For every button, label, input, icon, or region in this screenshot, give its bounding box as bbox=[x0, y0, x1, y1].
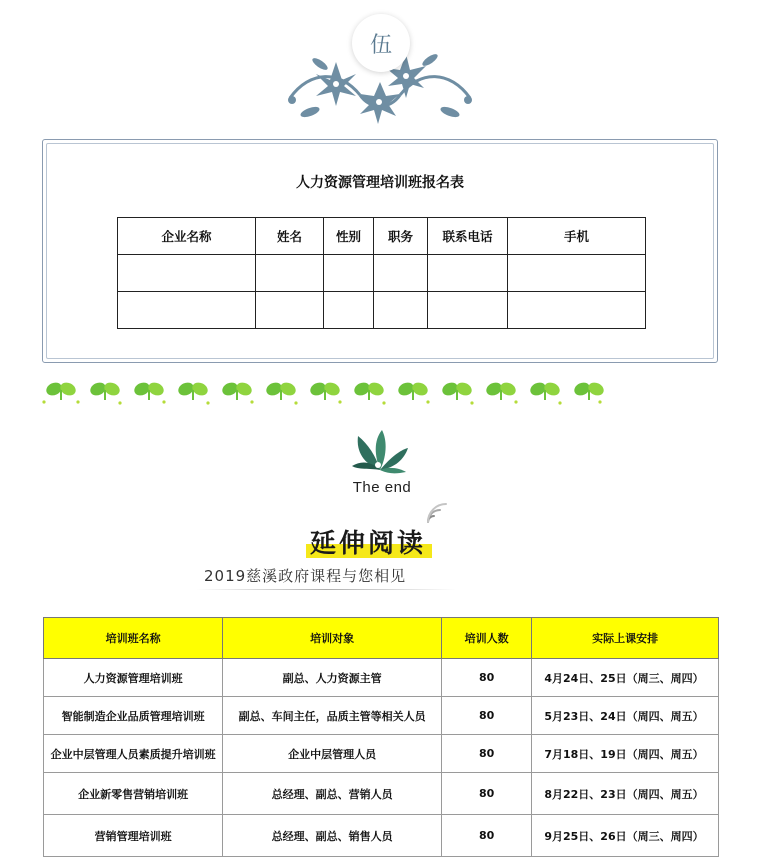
form-cell[interactable] bbox=[428, 255, 508, 292]
form-col-position: 职务 bbox=[374, 218, 428, 255]
form-cell[interactable] bbox=[256, 292, 324, 329]
training-schedule-table bbox=[43, 617, 719, 857]
course-name: 企业新零售营销培训班 bbox=[44, 773, 223, 815]
extended-reading-title bbox=[310, 523, 426, 560]
course-name: 营销管理培训班 bbox=[44, 815, 223, 857]
registration-form-card bbox=[42, 139, 718, 363]
course-target: 总经理、副总、营销人员 bbox=[223, 773, 442, 815]
course-count: 80 bbox=[441, 735, 531, 773]
form-col-company: 企业名称 bbox=[118, 218, 256, 255]
form-col-name: 姓名 bbox=[256, 218, 324, 255]
the-end-text: The end bbox=[352, 479, 412, 496]
form-empty-row bbox=[118, 255, 646, 292]
form-cell[interactable] bbox=[118, 292, 256, 329]
form-cell[interactable] bbox=[256, 255, 324, 292]
course-target: 企业中层管理人员 bbox=[223, 735, 442, 773]
course-schedule: 8月22日、23日（周四、周五） bbox=[532, 773, 719, 815]
schedule-col-target: 培训对象 bbox=[223, 618, 442, 659]
form-cell[interactable] bbox=[324, 292, 374, 329]
course-schedule: 7月18日、19日（周四、周五） bbox=[532, 735, 719, 773]
course-target: 副总、车间主任，品质主管等相关人员 bbox=[223, 697, 442, 735]
form-col-phone: 联系电话 bbox=[428, 218, 508, 255]
schedule-col-count: 培训人数 bbox=[441, 618, 531, 659]
form-cell[interactable] bbox=[508, 292, 646, 329]
course-count: 80 bbox=[441, 815, 531, 857]
form-cell[interactable] bbox=[508, 255, 646, 292]
signal-waves-icon bbox=[424, 500, 450, 526]
extended-reading-label: 延伸阅读 bbox=[310, 529, 427, 559]
table-row bbox=[44, 735, 719, 773]
form-col-mobile: 手机 bbox=[508, 218, 646, 255]
course-schedule: 4月24日、25日（周三、周四） bbox=[532, 659, 719, 697]
table-row bbox=[44, 815, 719, 857]
form-header-row bbox=[118, 218, 646, 255]
table-row bbox=[44, 697, 719, 735]
section-number: 伍 bbox=[369, 32, 392, 58]
table-row bbox=[44, 773, 719, 815]
extended-reading-subtitle: 2019慈溪政府课程与您相见 bbox=[204, 567, 407, 585]
form-cell[interactable] bbox=[428, 292, 508, 329]
course-count: 80 bbox=[441, 773, 531, 815]
course-name: 人力资源管理培训班 bbox=[44, 659, 223, 697]
form-empty-row bbox=[118, 292, 646, 329]
registration-form-table bbox=[117, 217, 646, 329]
table-row bbox=[44, 659, 719, 697]
course-schedule: 5月23日、24日（周四、周五） bbox=[532, 697, 719, 735]
course-count: 80 bbox=[441, 697, 531, 735]
course-schedule: 9月25日、26日（周三、周四） bbox=[532, 815, 719, 857]
sprout-row-icon bbox=[40, 372, 610, 408]
course-name: 智能制造企业品质管理培训班 bbox=[44, 697, 223, 735]
form-cell[interactable] bbox=[374, 255, 428, 292]
schedule-col-arrangement: 实际上课安排 bbox=[532, 618, 719, 659]
course-target: 副总、人力资源主管 bbox=[223, 659, 442, 697]
form-cell[interactable] bbox=[118, 255, 256, 292]
course-target: 总经理、副总、销售人员 bbox=[223, 815, 442, 857]
form-title: 人力资源管理培训班报名表 bbox=[296, 175, 464, 191]
subtitle-underline bbox=[196, 589, 456, 590]
form-cell[interactable] bbox=[374, 292, 428, 329]
schedule-header-row bbox=[44, 618, 719, 659]
form-col-gender: 性别 bbox=[324, 218, 374, 255]
course-count: 80 bbox=[441, 659, 531, 697]
section-number-badge bbox=[352, 14, 410, 72]
leaf-plant-icon bbox=[350, 428, 410, 474]
course-name: 企业中层管理人员素质提升培训班 bbox=[44, 735, 223, 773]
form-cell[interactable] bbox=[324, 255, 374, 292]
schedule-col-name: 培训班名称 bbox=[44, 618, 223, 659]
